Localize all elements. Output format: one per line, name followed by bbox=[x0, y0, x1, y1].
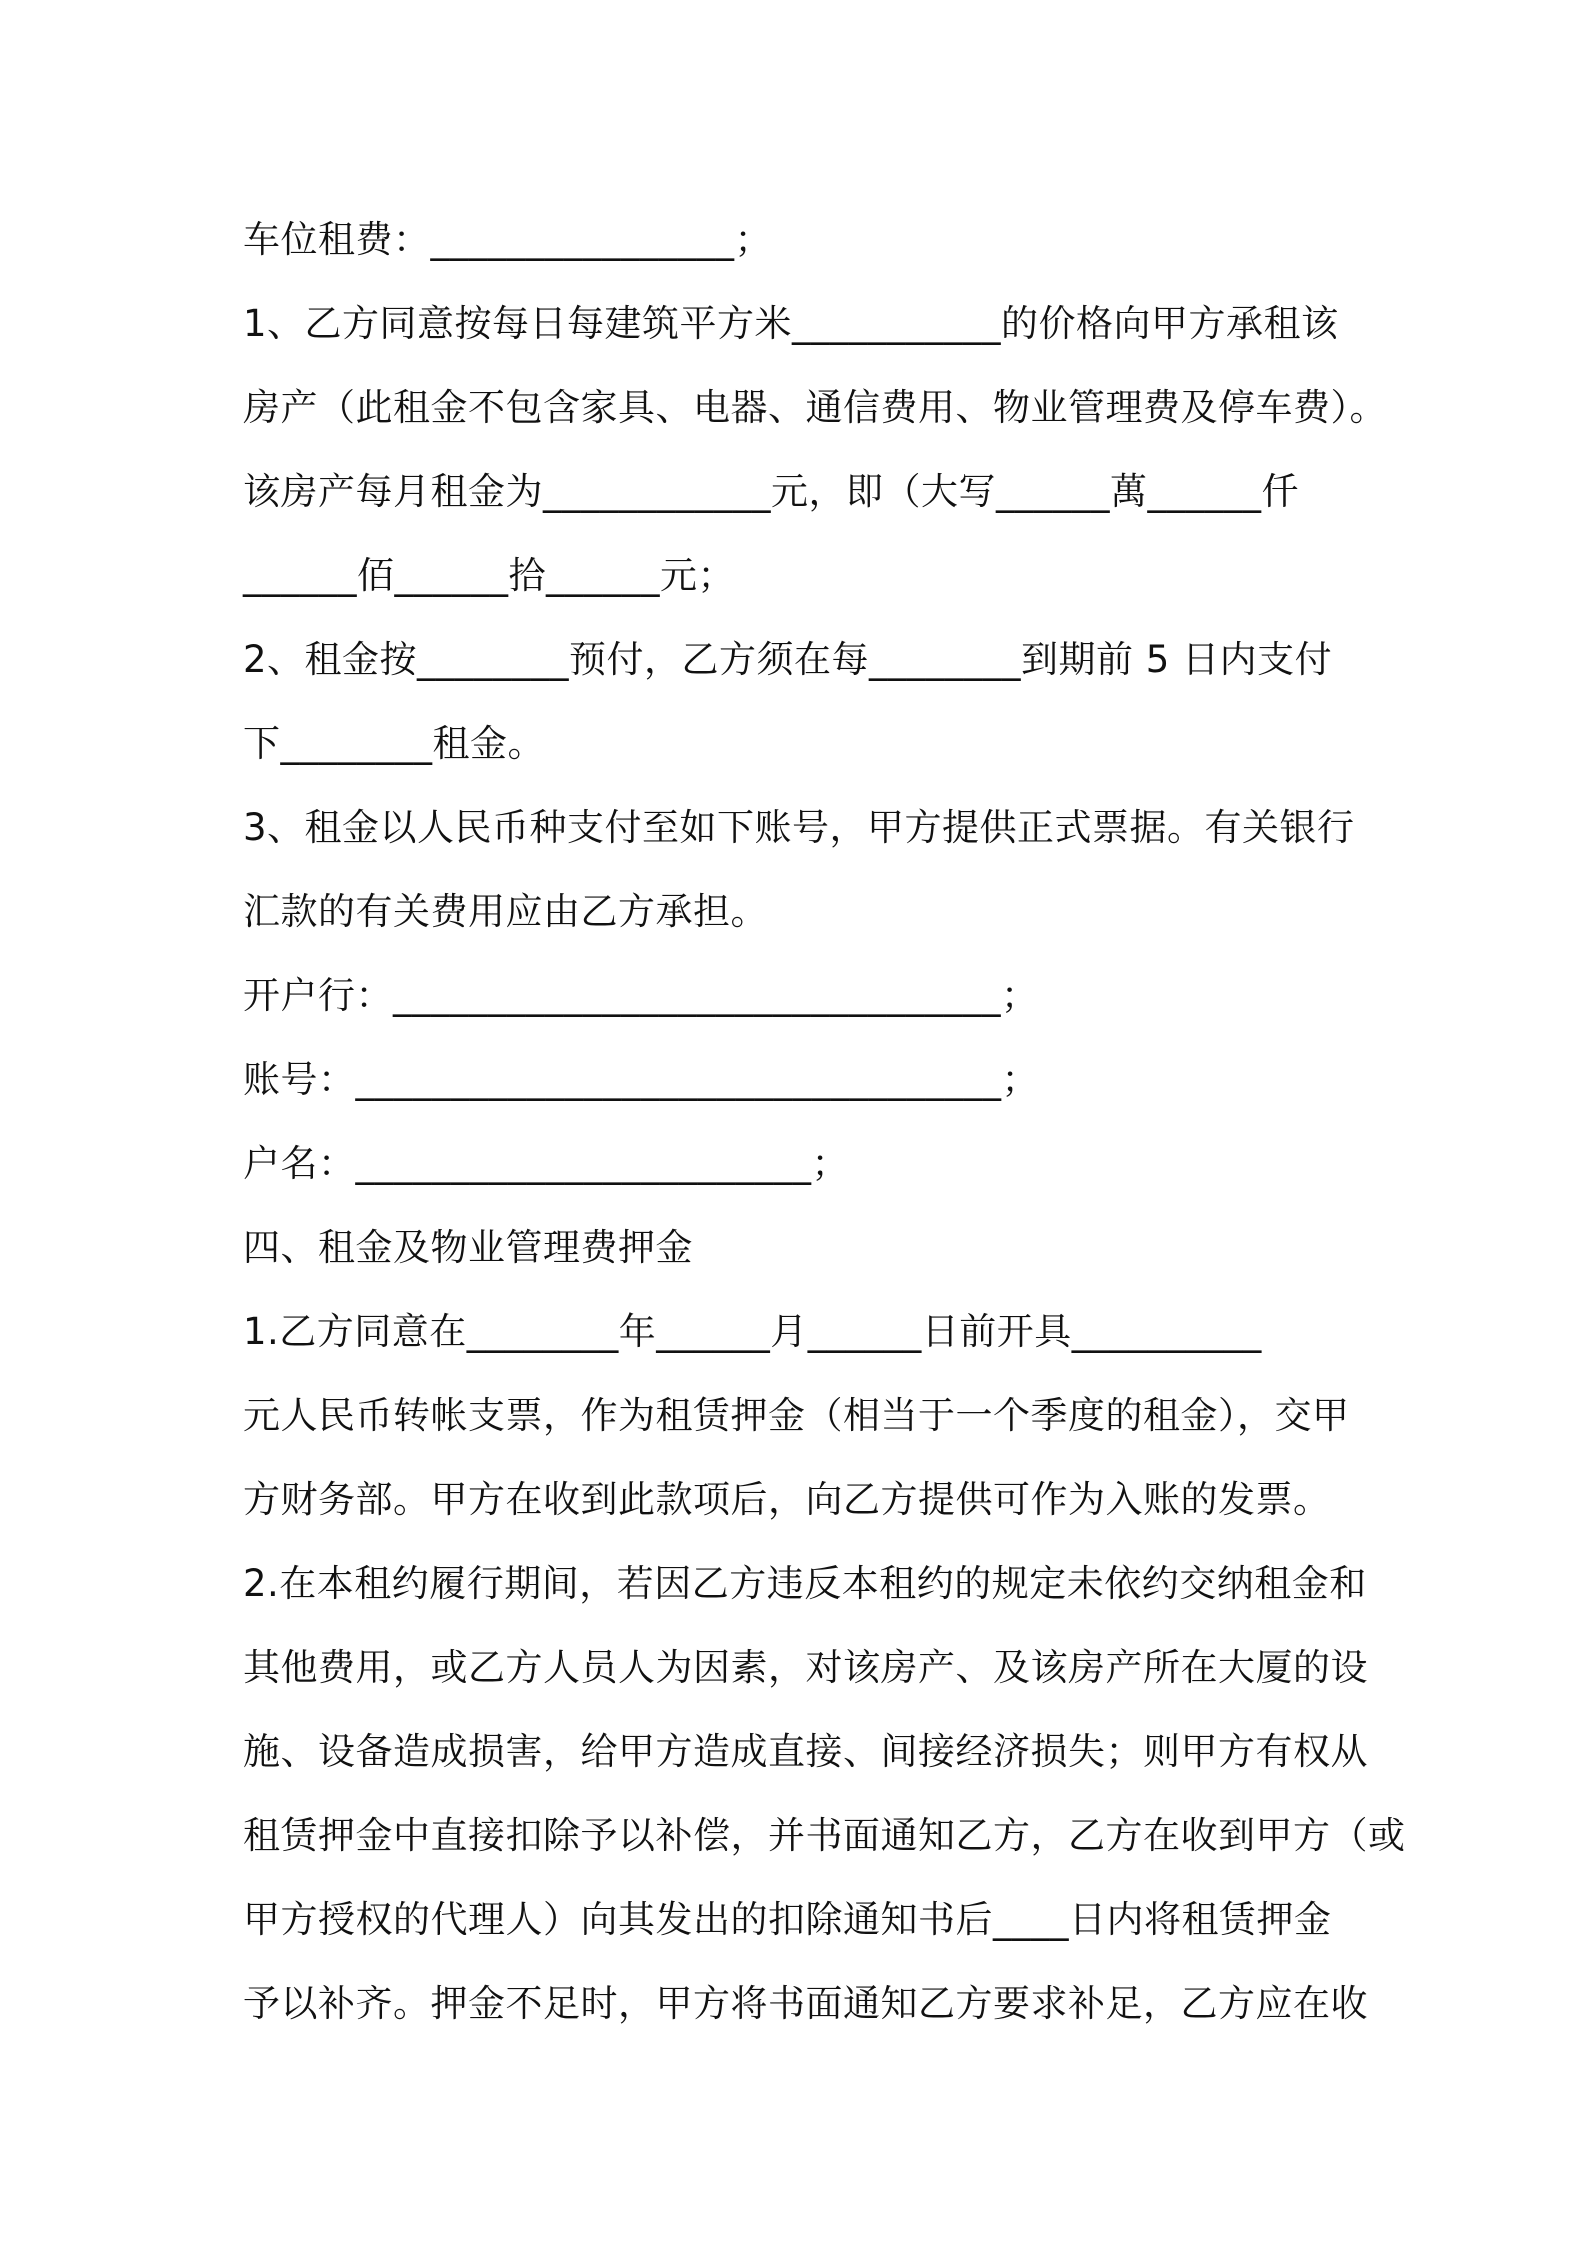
deposit-clause-2-line-2: 其他费用，或乙方人员人为因素，对该房产、及该房产所在大厦的设 bbox=[243, 1646, 1368, 1689]
clause-1-line-1: 1、乙方同意按每日每建筑平方米___________的价格向甲方承租该 bbox=[243, 302, 1339, 345]
deposit-clause-1-line-2: 元人民币转帐支票，作为租赁押金（相当于一个季度的租金），交甲 bbox=[243, 1394, 1350, 1437]
section-4-heading: 四、租金及物业管理费押金 bbox=[243, 1226, 693, 1269]
monthly-rent-line-2: ______佰______拾______元； bbox=[243, 554, 735, 597]
clause-3-line-2: 汇款的有关费用应由乙方承担。 bbox=[243, 890, 768, 933]
document-body bbox=[243, 198, 1406, 2046]
clause-3-line-1: 3、租金以人民币种支付至如下账号，甲方提供正式票据。有关银行 bbox=[243, 806, 1355, 849]
parking-fee-line: 车位租费：________________； bbox=[243, 218, 772, 261]
deposit-clause-2-line-6: 予以补齐。押金不足时，甲方将书面通知乙方要求补足，乙方应在收 bbox=[243, 1982, 1368, 2025]
deposit-clause-1-line-1: 1.乙方同意在________年______月______日前开具__________ bbox=[243, 1310, 1262, 1353]
account-number-line: 账号：__________________________________； bbox=[243, 1058, 1039, 1101]
clause-1-line-2: 房产（此租金不包含家具、电器、通信费用、物业管理费及停车费）。 bbox=[243, 386, 1387, 429]
deposit-clause-2-line-1: 2.在本租约履行期间，若因乙方违反本租约的规定未依约交纳租金和 bbox=[243, 1562, 1367, 1605]
monthly-rent-line: 该房产每月租金为____________元，即（大写______萬______仟 bbox=[243, 470, 1299, 513]
deposit-clause-2-line-5: 甲方授权的代理人）向其发出的扣除通知书后____日内将租赁押金 bbox=[243, 1898, 1332, 1941]
account-name-line: 户名：________________________； bbox=[243, 1142, 849, 1185]
clause-2-line-2: 下________租金。 bbox=[243, 722, 545, 765]
deposit-clause-1-line-3: 方财务部。甲方在收到此款项后，向乙方提供可作为入账的发票。 bbox=[243, 1478, 1331, 1521]
deposit-clause-2-line-4: 租赁押金中直接扣除予以补偿，并书面通知乙方，乙方在收到甲方（或 bbox=[243, 1814, 1406, 1857]
deposit-clause-2-line-3: 施、设备造成损害，给甲方造成直接、间接经济损失；则甲方有权从 bbox=[243, 1730, 1368, 1773]
clause-2-line-1: 2、租金按________预付，乙方须在每________到期前 5 日内支付 bbox=[243, 638, 1333, 681]
bank-line: 开户行：________________________________； bbox=[243, 974, 1039, 1017]
